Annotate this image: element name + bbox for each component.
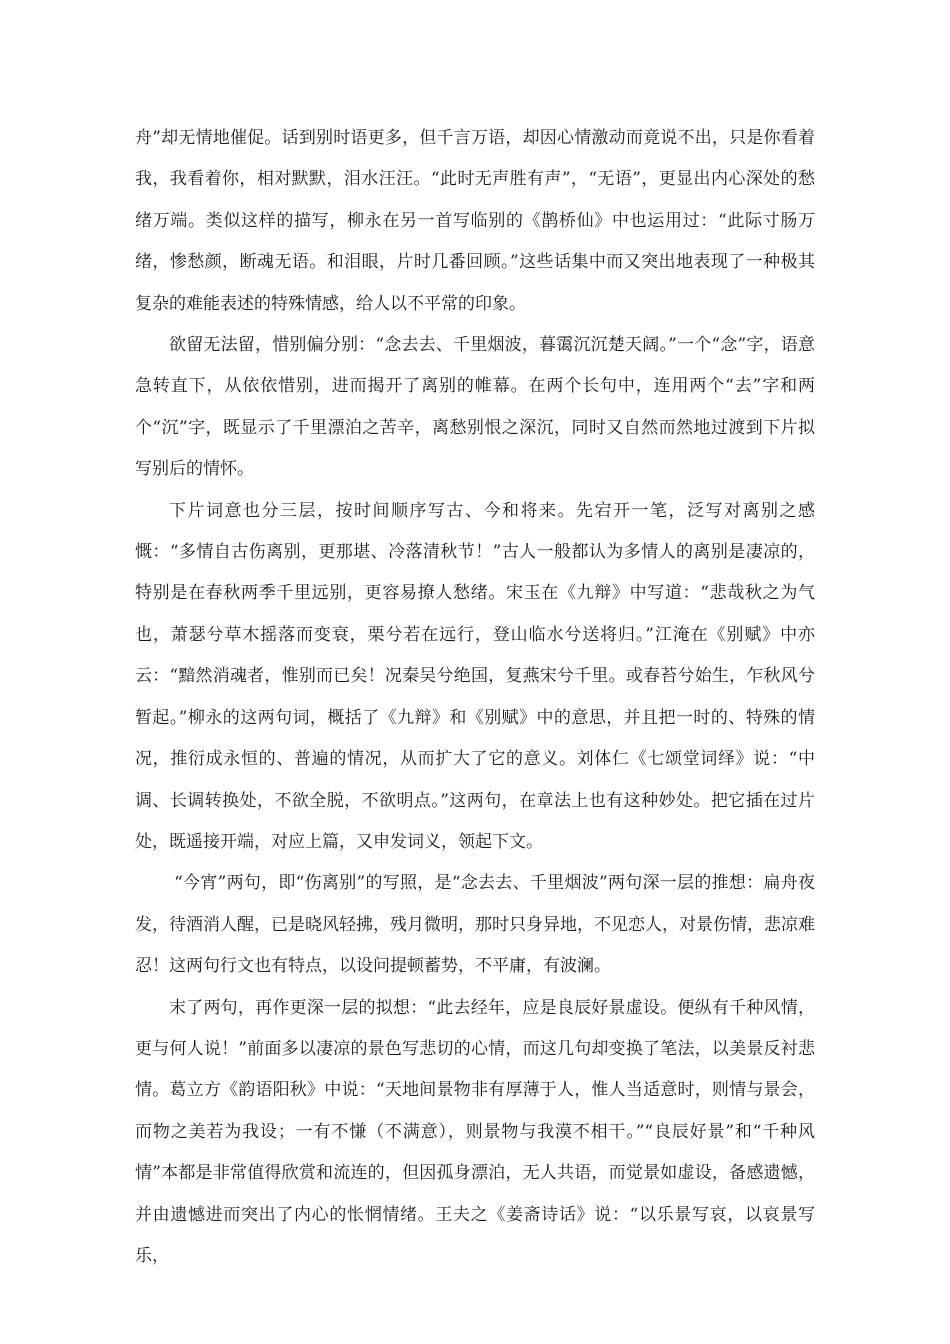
paragraph-1: 舟”却无情地催促。话到别时语更多，但千言万语，却因心情激动而竟说不出，只是你看着我，我看着你，相对默默，泪水汪汪。“此时无声胜有声”，“无语”，更显出内心深处的愁绪万端。类似这样的描写，柳永在另一首写临别的《鹊桥仙》中也运用过：“此际寸肠万绪，惨愁颜，断魂无语。和泪眼，片时几番回顾。”这些话集中而又突出地表现了一种极其复杂的难能表述的特殊情感，给人以不平常的印象。 xyxy=(135,128,815,314)
paragraph-4: “今宵”两句，即“伤离别”的写照，是“念去去、千里烟波”两句深一层的推想：扁舟夜发，待酒消人醒，已是晓风轻拂，残月微明，那时只身异地，不见恋人，对景伤情，悲凉难忍！这两句行文也有特点，以设问提顿蓄势，不平庸，有波澜。 xyxy=(135,873,815,977)
document-body xyxy=(135,118,815,1277)
paragraph-2: 欲留无法留，惜别偏分别：“念去去、千里烟波，暮霭沉沉楚天阔。”一个“念”字，语意急转直下，从依依惜别，进而揭开了离别的帷幕。在两个长句中，连用两个“去”字和两个“沉”字，既显示了千里漂泊之苦辛，离愁别恨之深沉，同时又自然而然地过渡到下片拟写别后的情怀。 xyxy=(135,335,815,480)
paragraph-3: 下片词意也分三层，按时间顺序写古、今和将来。先宕开一笔，泛写对离别之感慨：“多情自古伤离别，更那堪、冷落清秋节！”古人一般都认为多情人的离别是凄凉的，特别是在春秋两季千里远别，更容易撩人愁绪。宋玉在《九辩》中写道：“悲哉秋之为气也，萧瑟兮草木摇落而变衰，栗兮若在远行，登山临水兮送将归。”江淹在《别赋》中亦云：“黯然消魂者，惟别而已矣！况秦吴兮绝国，复燕宋兮千里。或春苔兮始生，乍秋风兮暂起。”柳永的这两句词，概括了《九辩》和《别赋》中的意思，并且把一时的、特殊的情况，推衍成永恒的、普遍的情况，从而扩大了它的意义。刘体仁《七颂堂词绎》说：“中调、长调转换处，不欲全脱，不欲明点。”这两句，在章法上也有这种妙处。把它插在过片处，既遥接开端，对应上篇，又申发词义，领起下文。 xyxy=(135,500,815,852)
paragraph-5: 末了两句，再作更深一层的拟想：“此去经年，应是良辰好景虚设。便纵有千种风情，更与何人说！”前面多以凄凉的景色写悲切的心情，而这几句却变换了笔法，以美景反衬悲情。葛立方《韵语阳秋》中说：“天地间景物非有厚薄于人，惟人当适意时，则情与景会，而物之美若为我设；一有不慊（不满意），则景物与我漠不相干。”“良辰好景”和“千种风情”本都是非常值得欣赏和流连的，但因孤身漂泊，无人共语，而觉景如虚设，备感遗憾，并由遗憾进而突出了内心的怅惘情绪。王夫之《姜斋诗话》说：“以乐景写哀，以哀景写乐， xyxy=(135,997,815,1266)
